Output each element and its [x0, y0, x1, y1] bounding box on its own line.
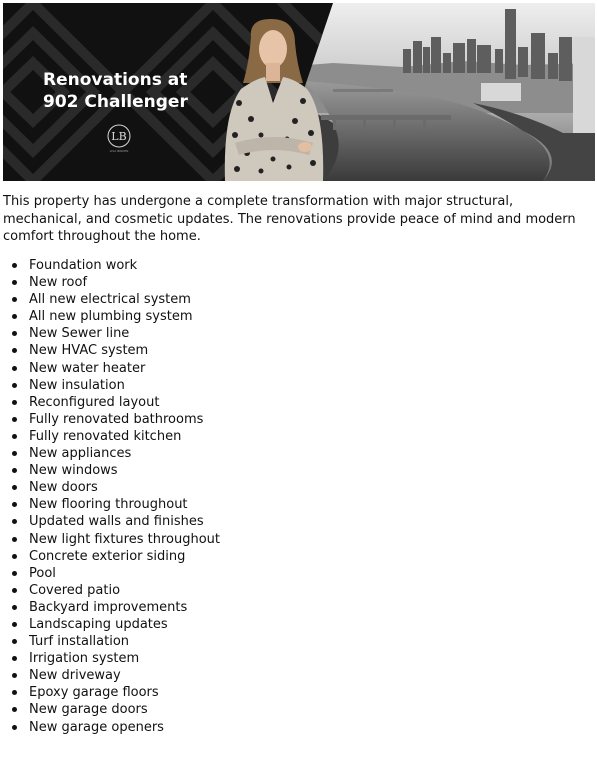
list-item-label: Fully renovated bathrooms — [29, 411, 204, 427]
list-item-label: All new plumbing system — [29, 309, 193, 325]
list-item-label: Irrigation system — [29, 651, 140, 667]
brand-logo — [104, 123, 134, 153]
list-item-label: Covered patio — [29, 582, 121, 598]
list-item-label: Updated walls and finishes — [29, 514, 204, 530]
bullet-icon — [12, 348, 17, 353]
bullet-icon — [12, 263, 17, 268]
list-item — [0, 308, 220, 325]
bullet-icon — [12, 605, 17, 610]
list-item-label: Epoxy garage floors — [29, 685, 159, 701]
logo-caption: LISA BIRKEN — [109, 149, 129, 153]
title-line-1: Renovations at — [43, 70, 188, 90]
list-item — [0, 667, 220, 684]
bullet-icon — [12, 366, 17, 371]
list-item-label: All new electrical system — [29, 292, 191, 308]
bullet-icon — [12, 571, 17, 576]
list-item — [0, 650, 220, 667]
bullet-icon — [12, 519, 17, 524]
list-item — [0, 411, 220, 428]
list-item — [0, 565, 220, 582]
page-title — [43, 69, 188, 113]
bullet-icon — [12, 707, 17, 712]
list-item-label: Landscaping updates — [29, 616, 168, 632]
list-item — [0, 719, 220, 736]
list-item — [0, 428, 220, 445]
bullet-icon — [12, 468, 17, 473]
list-item — [0, 394, 220, 411]
bullet-icon — [12, 417, 17, 422]
list-item-label: New garage doors — [29, 702, 148, 718]
title-line-2: 902 Challenger — [43, 92, 188, 112]
list-item — [0, 582, 220, 599]
list-item — [0, 496, 220, 513]
list-item-label: Foundation work — [29, 258, 138, 273]
bullet-icon — [12, 554, 17, 559]
list-item-label: New roof — [29, 275, 88, 291]
list-item — [0, 291, 220, 308]
bullet-icon — [12, 297, 17, 302]
bullet-icon — [12, 537, 17, 542]
list-item-label: New driveway — [29, 668, 121, 684]
renovation-list — [0, 257, 220, 736]
bullet-icon — [12, 485, 17, 490]
bullet-icon — [12, 331, 17, 336]
bullet-icon — [12, 400, 17, 405]
list-item — [0, 360, 220, 377]
logo-monogram: LB — [111, 130, 127, 143]
list-item-label: Reconfigured layout — [29, 394, 160, 410]
list-item — [0, 548, 220, 565]
list-item — [0, 633, 220, 650]
bullet-icon — [12, 673, 17, 678]
header-banner — [3, 3, 595, 181]
list-item-label: New garage openers — [29, 719, 164, 735]
bullet-icon — [12, 434, 17, 439]
list-item — [0, 274, 220, 291]
bullet-icon — [12, 314, 17, 319]
bullet-icon — [12, 690, 17, 695]
list-item — [0, 462, 220, 479]
list-item-label: Backyard improvements — [29, 599, 188, 615]
list-item-label: New insulation — [29, 377, 125, 393]
list-item — [0, 377, 220, 394]
intro-paragraph: This property has undergone a complete transformation with major structural, mechanical, and cosmetic updates. The renovations provide peace of mind and modern comfort throughout the home. — [3, 194, 576, 244]
bullet-icon — [12, 725, 17, 730]
bullet-icon — [12, 622, 17, 627]
list-item — [0, 701, 220, 718]
list-item — [0, 616, 220, 633]
list-item-label: New doors — [29, 480, 98, 496]
list-item-label: New flooring throughout — [29, 497, 188, 513]
bullet-icon — [12, 451, 17, 456]
bullet-icon — [12, 280, 17, 285]
list-item — [0, 599, 220, 616]
list-item-label: Fully renovated kitchen — [29, 428, 182, 444]
list-item-label: New Sewer line — [29, 326, 130, 342]
list-item-label: New windows — [29, 463, 118, 479]
list-item-label: New appliances — [29, 446, 132, 462]
list-item — [0, 257, 220, 274]
list-item — [0, 513, 220, 530]
list-item — [0, 342, 220, 359]
list-item-label: Concrete exterior siding — [29, 548, 186, 564]
bullet-icon — [12, 639, 17, 644]
bullet-icon — [12, 383, 17, 388]
list-item-label: Pool — [29, 565, 56, 581]
list-item — [0, 325, 220, 342]
list-item-label: Turf installation — [29, 634, 130, 650]
list-item — [0, 531, 220, 548]
list-item — [0, 479, 220, 496]
list-item-label: New HVAC system — [29, 343, 149, 359]
list-item — [0, 445, 220, 462]
list-item — [0, 684, 220, 701]
bullet-icon — [12, 502, 17, 507]
bullet-icon — [12, 656, 17, 661]
list-item-label: New water heater — [29, 360, 146, 376]
bullet-icon — [12, 588, 17, 593]
list-item-label: New light fixtures throughout — [29, 531, 220, 547]
